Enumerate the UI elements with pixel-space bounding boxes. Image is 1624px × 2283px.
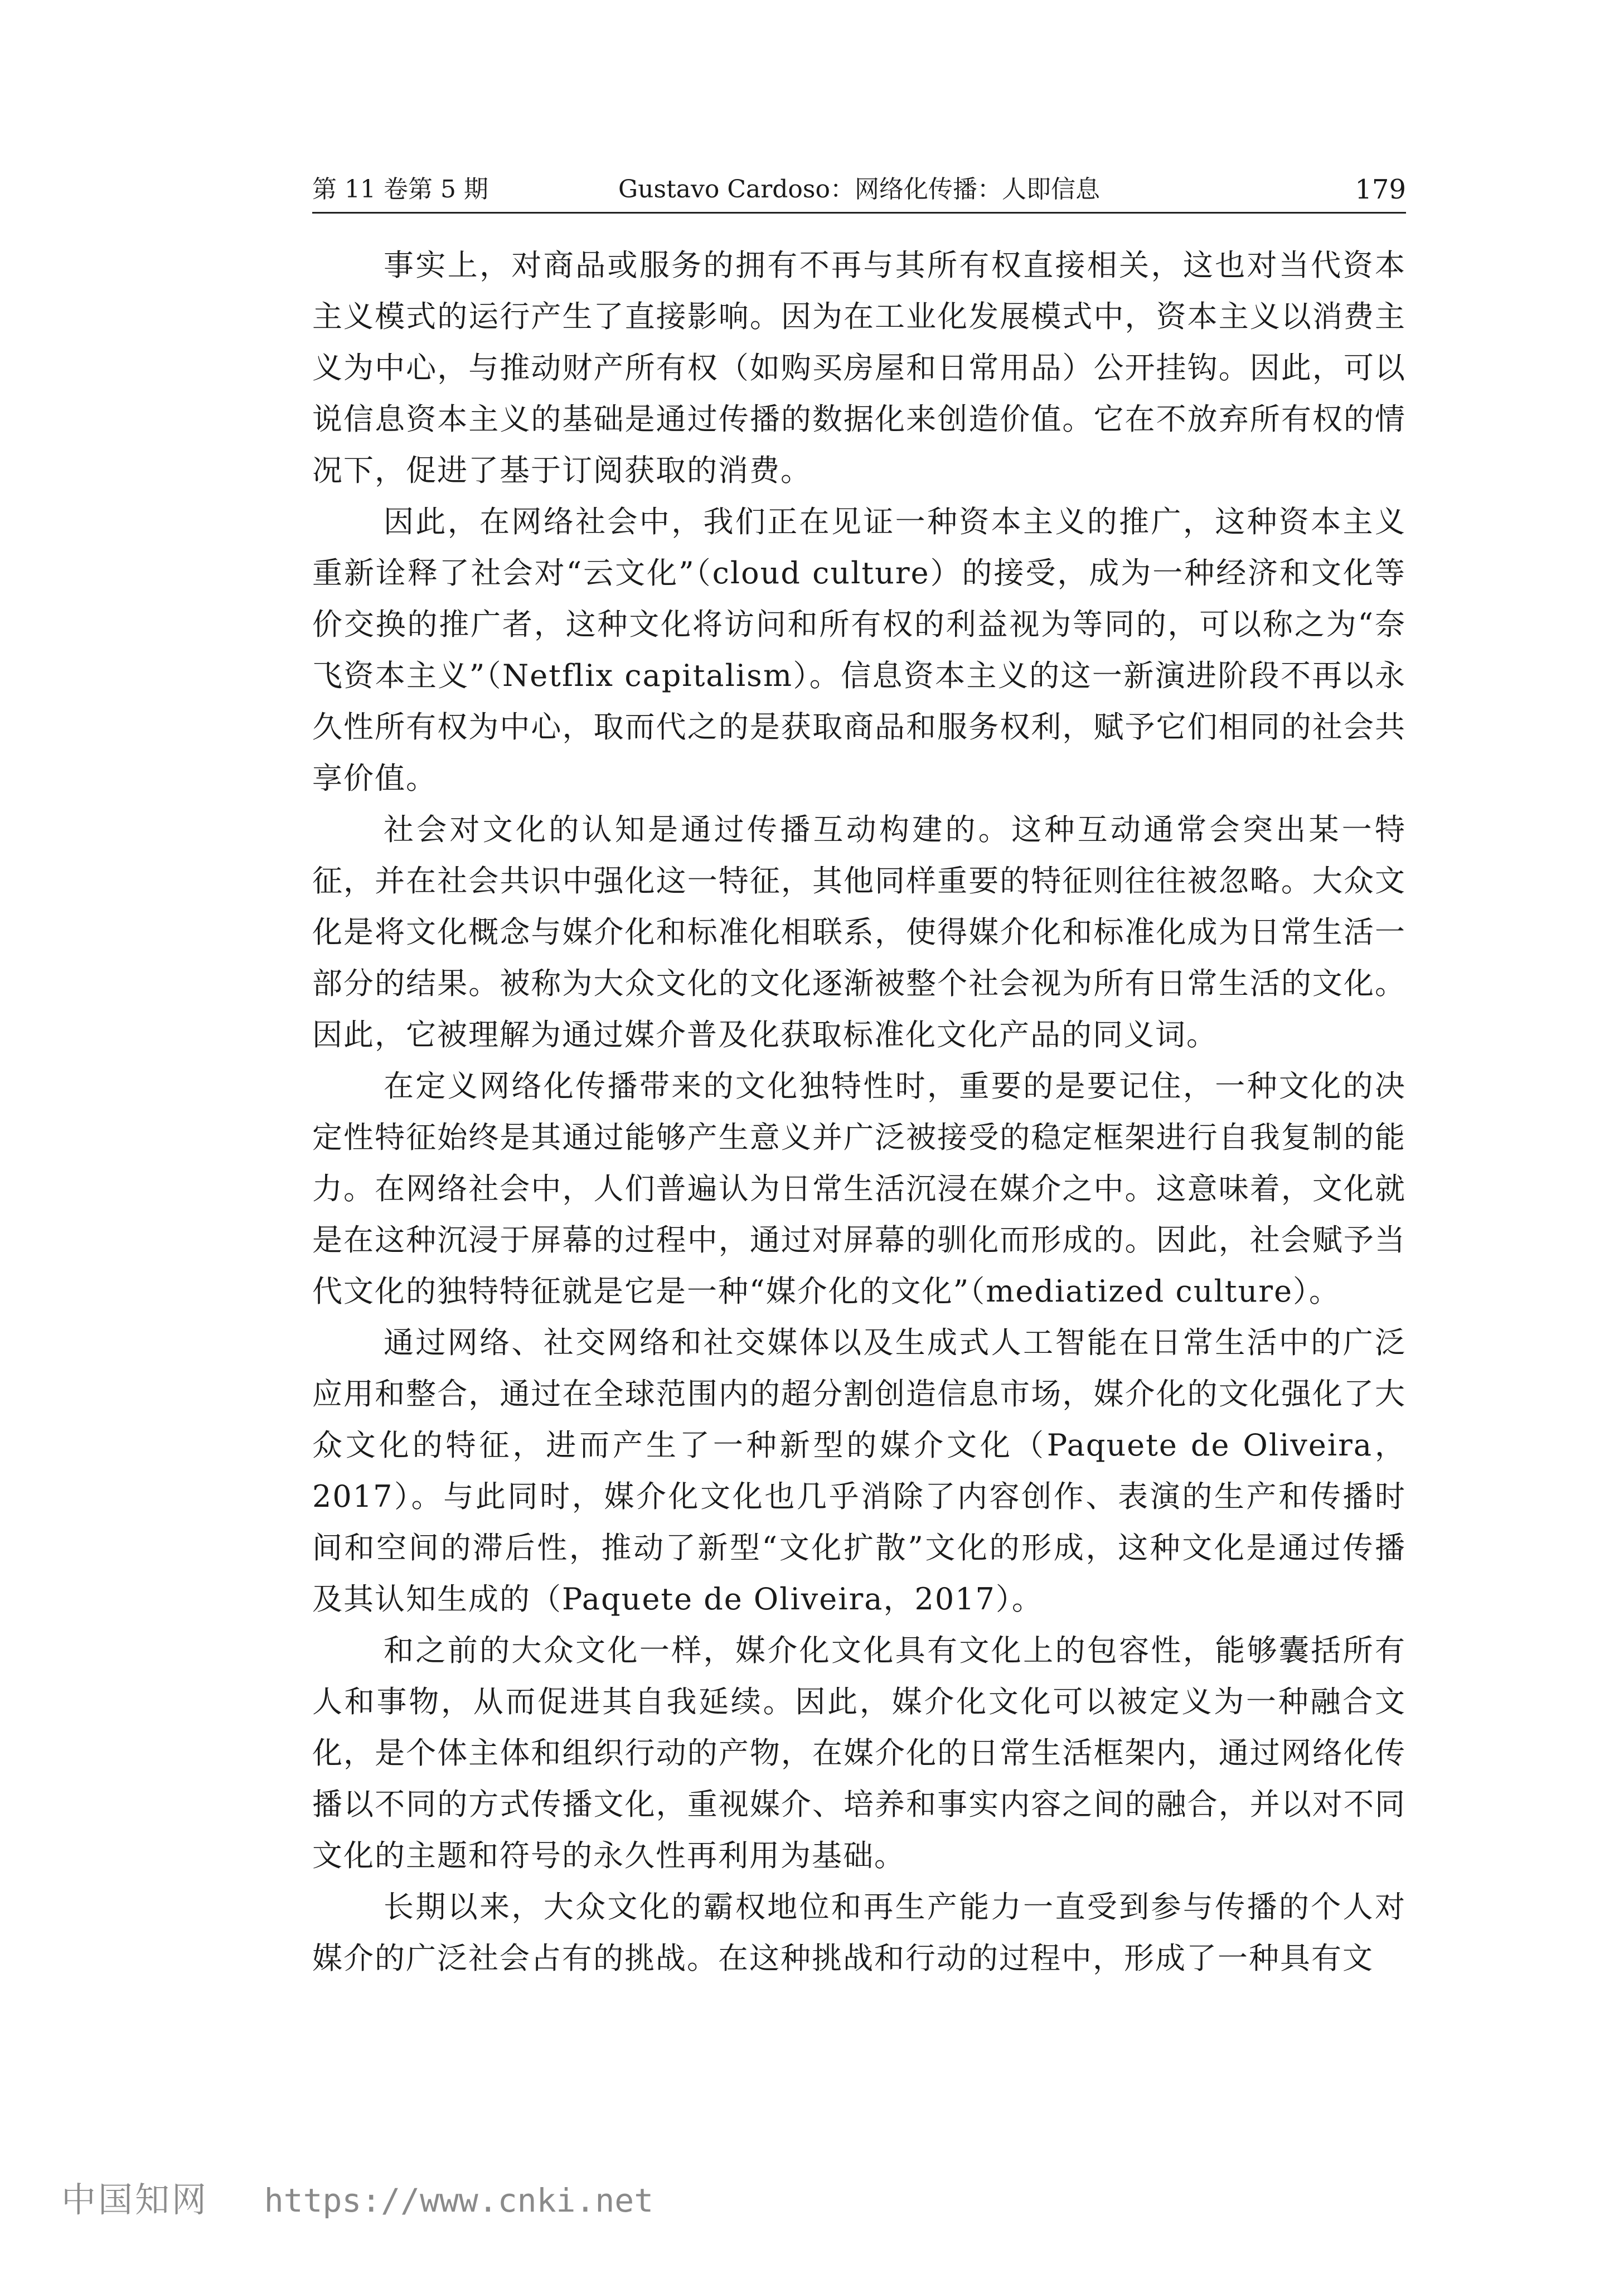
header-divider [312,212,1406,214]
paragraph-6: 和之前的大众文化一样，媒介化文化具有文化上的包容性，能够囊括所有人和事物，从而促进其自我延续。因此，媒介化文化可以被定义为一种融合文化，是个体主体和组织行动的产物，在媒介化的日常生活框架内，通过网络化传播以不同的方式传播文化，重视媒介、培养和事实内容之间的融合，并以对不同文化的主题和符号的永久性再利用为基础。 [312,1633,1406,1873]
paragraph-3: 社会对文化的认知是通过传播互动构建的。这种互动通常会突出某一特征，并在社会共识中强化这一特征，其他同样重要的特征则往往被忽略。大众文化是将文化概念与媒介化和标准化相联系，使得媒介化和标准化成为日常生活一部分的结果。被称为大众文化的文化逐渐被整个社会视为所有日常生活的文化。因此，它被理解为通过媒介普及化获取标准化文化产品的同义词。 [312,812,1406,1052]
paragraph-5: 通过网络、社交网络和社交媒体以及生成式人工智能在日常生活中的广泛应用和整合，通过在全球范围内的超分割创造信息市场，媒介化的文化强化了大众文化的特征，进而产生了一种新型的媒介文化（Paquete de Oliveira，2017）。与此同时，媒介化文化也几乎消除了内容创作、表演的生产和传播时间和空间的滞后性，推动了新型“文化扩散”文化的形成，这种文化是通过传播及其认知生成的（Paquete de Oliveira，2017）。 [312,1325,1406,1617]
article-body [312,240,1406,1984]
journal-issue: 第 11 卷第 5 期 [312,175,488,204]
watermark-site-name: 中国知网 [61,2179,209,2220]
page-header [312,167,1406,212]
paragraph-2: 因此，在网络社会中，我们正在见证一种资本主义的推广，这种资本主义重新诠释了社会对“云文化”（cloud culture）的接受，成为一种经济和文化等价交换的推广者，这种文化将访问和所有权的利益视为等同的，可以称之为“奈飞资本主义”（Netflix capitalism）。信息资本主义的这一新演进阶段不再以永久性所有权为中心，取而代之的是获取商品和服务权利，赋予它们相同的社会共享价值。 [312,504,1406,796]
paragraph-7: 长期以来，大众文化的霸权地位和再生产能力一直受到参与传播的个人对媒介的广泛社会占有的挑战。在这种挑战和行动的过程中，形成了一种具有文 [312,1889,1406,1976]
running-title: Gustavo Cardoso：网络化传播：人即信息 [618,175,1100,204]
page-number: 179 [1355,174,1406,205]
paragraph-1: 事实上，对商品或服务的拥有不再与其所有权直接相关，这也对当代资本主义模式的运行产生了直接影响。因为在工业化发展模式中，资本主义以消费主义为中心，与推动财产所有权（如购买房屋和日常用品）公开挂钩。因此，可以说信息资本主义的基础是通过传播的数据化来创造价值。它在不放弃所有权的情况下，促进了基于订阅获取的消费。 [312,248,1406,488]
watermark-url: https://www.cnki.net [264,2182,654,2219]
cnki-watermark [61,2172,653,2228]
paragraph-4: 在定义网络化传播带来的文化独特性时，重要的是要记住，一种文化的决定性特征始终是其通过能够产生意义并广泛被接受的稳定框架进行自我复制的能力。在网络社会中，人们普遍认为日常生活沉浸在媒介之中。这意味着，文化就是在这种沉浸于屏幕的过程中，通过对屏幕的驯化而形成的。因此，社会赋予当代文化的独特特征就是它是一种“媒介化的文化”（mediatized culture）。 [312,1068,1406,1309]
